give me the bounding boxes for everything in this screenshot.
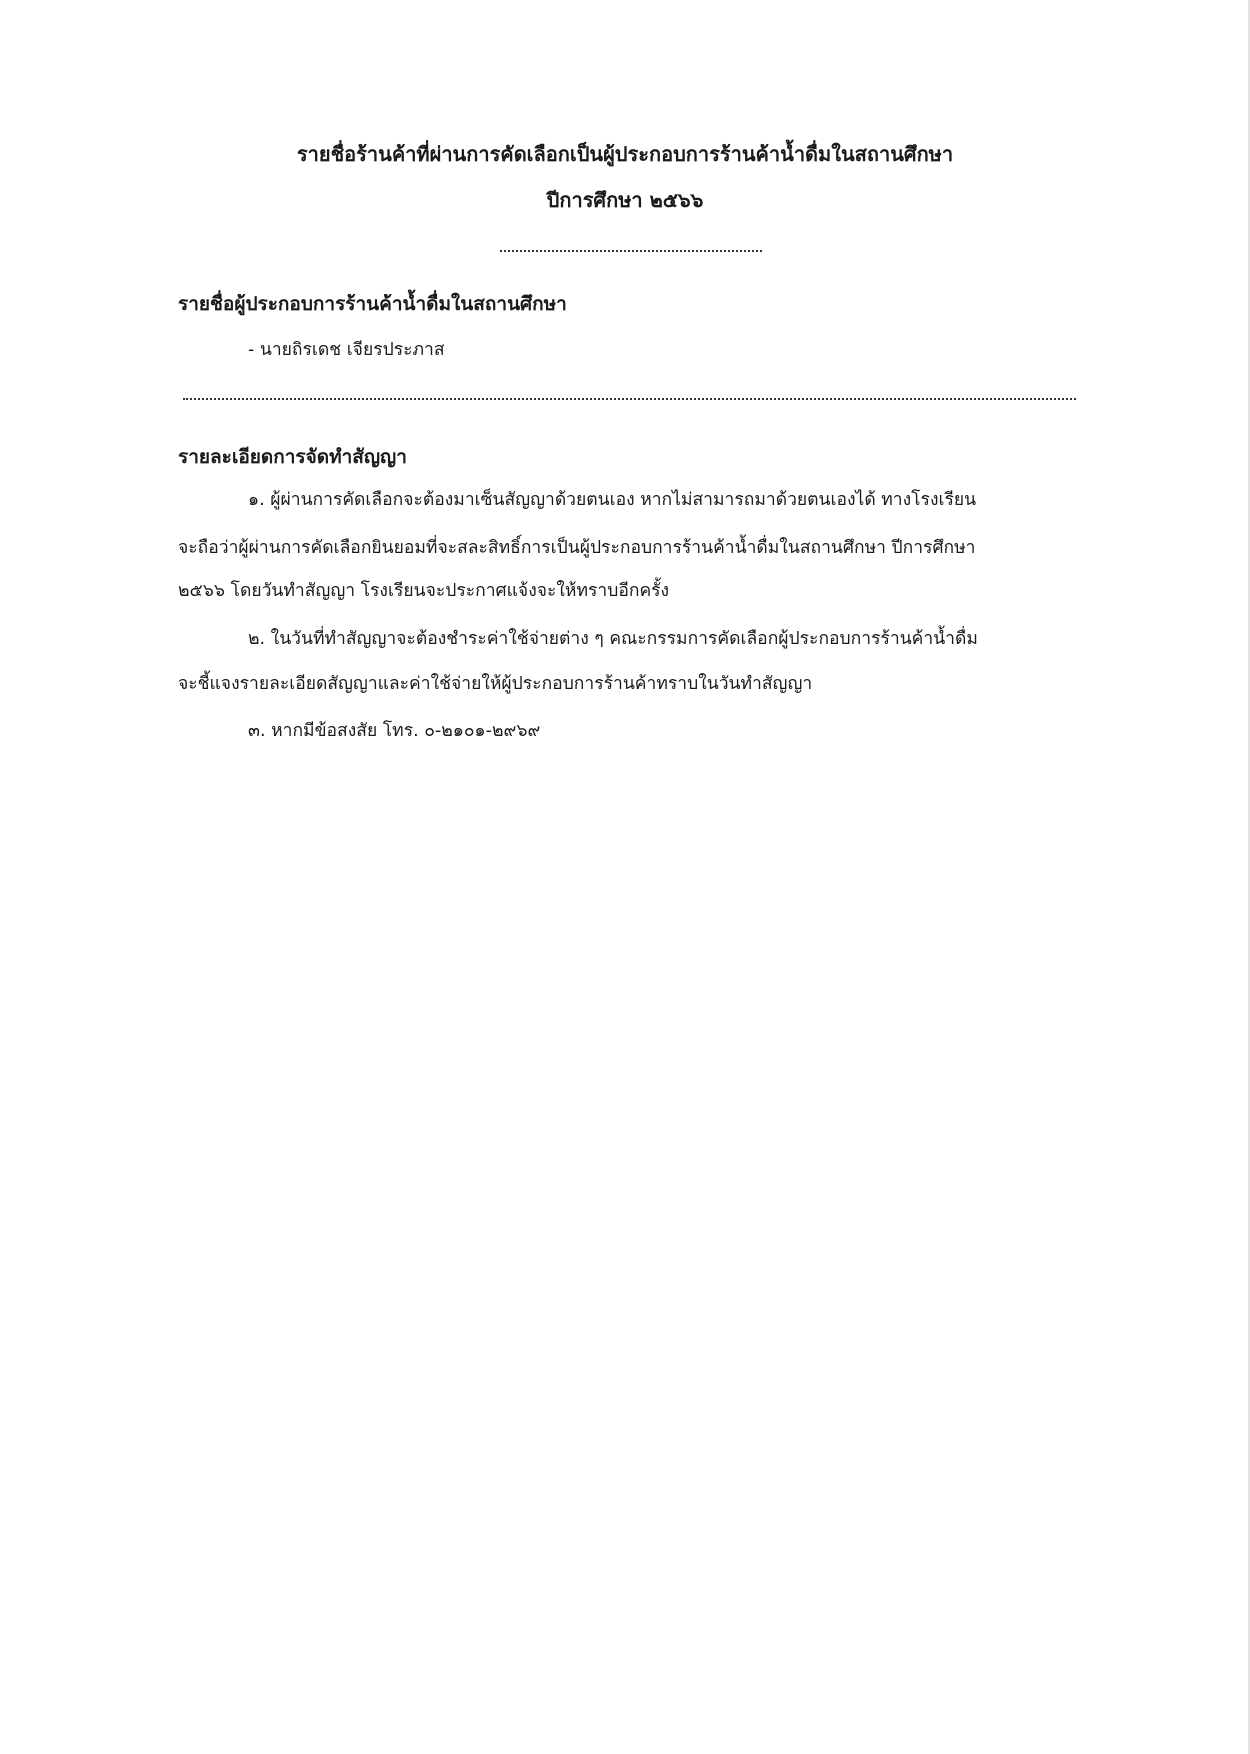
contract-item-1-line-2: จะถือว่าผู้ผ่านการคัดเลือกยินยอมที่จะสละสิทธิ์การเป็นผู้ประกอบการร้านค้าน้ำดื่มในสถานศึกษา ปีการศึกษา [178, 538, 976, 558]
contract-item-1-line-3: ๒๕๖๖ โดยวันทำสัญญา โรงเรียนจะประกาศแจ้งจะให้ทราบอีกครั้ง [178, 581, 670, 601]
contract-item-2-line-2: จะชี้แจงรายละเอียดสัญญาและค่าใช้จ่ายให้ผู้ประกอบการร้านค้าทราบในวันทำสัญญา [178, 674, 813, 694]
dotted-separator-short [500, 250, 762, 252]
operator-name-item: - นายถิรเดช เจียรประภาส [248, 340, 445, 360]
operators-heading: รายชื่อผู้ประกอบการร้านค้าน้ำดื่มในสถานศึกษา [178, 293, 567, 315]
contract-item-3-line-1: ๓. หากมีข้อสงสัย โทร. ๐-๒๑๐๑-๒๙๖๙ [248, 721, 541, 741]
dotted-separator-long [183, 398, 1076, 400]
contract-heading: รายละเอียดการจัดทำสัญญา [178, 446, 407, 468]
contract-item-2-line-1: ๒. ในวันที่ทำสัญญาจะต้องชำระค่าใช้จ่ายต่าง ๆ คณะกรรมการคัดเลือกผู้ประกอบการร้านค้าน้ำดื่ม [248, 629, 978, 649]
document-title-line-2: ปีการศึกษา ๒๕๖๖ [546, 188, 704, 212]
contract-item-1-line-1: ๑. ผู้ผ่านการคัดเลือกจะต้องมาเซ็นสัญญาด้วยตนเอง หากไม่สามารถมาด้วยตนเองได้ ทางโรงเรียน [248, 490, 977, 510]
document-title-line-1: รายชื่อร้านค้าที่ผ่านการคัดเลือกเป็นผู้ประกอบการร้านค้าน้ำดื่มในสถานศึกษา [296, 142, 954, 166]
